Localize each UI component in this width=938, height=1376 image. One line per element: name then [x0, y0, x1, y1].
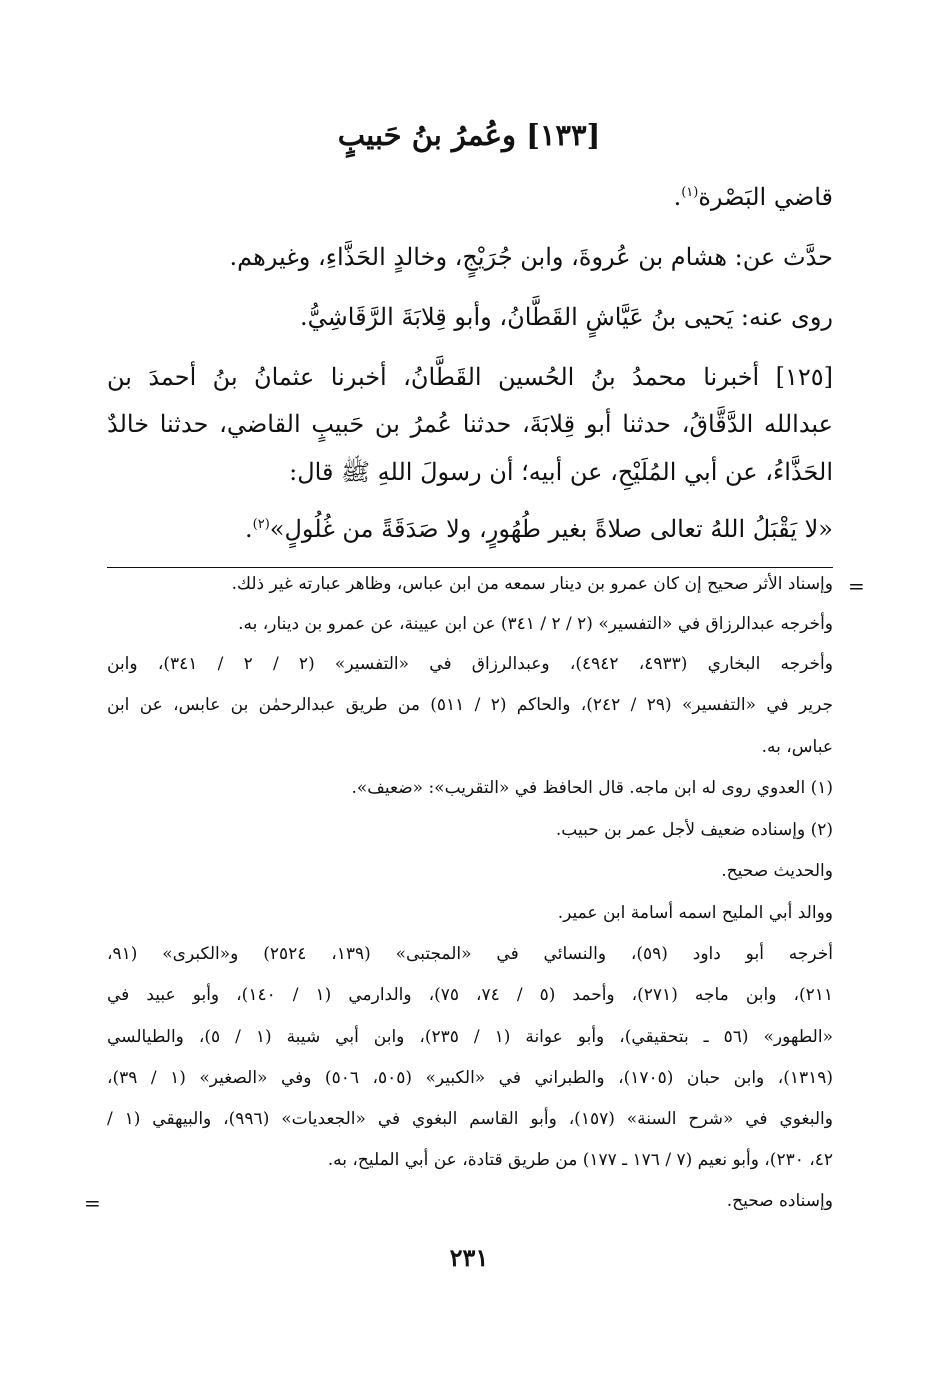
- footnote-2: (٢) وإسناده ضعيف لأجل عمر بن حبيب.: [555, 820, 833, 840]
- hadith-isnad-line-2: عبدالله الدَّقَّاقُ، حدثنا أبو قِلابَةَ، حدثنا عُمرُ بن حَبيبٍ القاضي، حدثنا خالدٌ: [107, 410, 833, 438]
- page-number: ٢٣١: [449, 1243, 489, 1272]
- continuation-mark-bottom: =: [84, 1191, 101, 1215]
- hadith-matn-end: .: [244, 515, 253, 543]
- hadith-matn: [245, 515, 833, 543]
- entry-heading: [١٣٣] وعُمرُ بنُ حَبيبٍ: [337, 118, 601, 152]
- footnote-line: ٢١١)، وابن ماجه (٢٧١)، وأحمد (٥ / ٧٤، ٧٥)، والدارمي (١ / ١٤٠)، وأبو عبيد في: [107, 985, 833, 1005]
- footnote-line: والبغوي في «شرح السنة» (١٥٧)، وأبو القاسم البغوي في «الجعديات» (٩٩٦)، والبيهقي (١ /: [107, 1109, 833, 1129]
- footnote-separator: [107, 567, 833, 568]
- footnote-line: أخرجه أبو داود (٥٩)، والنسائي في «المجتبى» (١٣٩، ٢٥٢٤) و«الكبرى» (٩١،: [107, 944, 834, 964]
- footnote-line: وإسناده صحيح.: [726, 1191, 833, 1211]
- footnote-line: وأخرجه البخاري (٤٩٣٣، ٤٩٤٢)، وعبدالرزاق في «التفسير» (٢ / ٢ / ٣٤١)، وابن: [107, 654, 833, 674]
- footnote-line: وأخرجه عبدالرزاق في «التفسير» (٢ / ٢ / ٣٤١) عن ابن عيينة، عن عمرو بن دينار، به.: [238, 614, 833, 634]
- entry-description-end: .: [673, 183, 682, 211]
- footnote-line: (١٣١٩)، وابن حبان (١٧٠٥)، والطبراني في «الكبير» (٥٠٥، ٥٠٦) وفي «الصغير» (١ / ٣٩)،: [107, 1068, 834, 1088]
- footnote-line: عباس، به.: [761, 737, 833, 757]
- footnote-line: ٤٢، ٢٣٠)، وأبو نعيم (٧ / ١٧٦ ـ ١٧٧) من طريق قتادة، عن أبي المليح، به.: [327, 1150, 833, 1170]
- hadith-matn-text: «لا يَقْبَلُ اللهُ تعالى صلاةً بغير طُهُورٍ، ولا صَدَقَةً من غُلُولٍ»: [269, 515, 833, 543]
- hadith-isnad-line-3: الحَذَّاءُ، عن أبي المُلَيْحِ، عن أبيه؛ أن رسولَ اللهِ ﷺ قال:: [289, 458, 833, 486]
- footnote-ref-1: (١): [681, 185, 699, 200]
- continuation-mark-top: =: [848, 574, 865, 598]
- hadith-isnad-line-1: [١٢٥] أخبرنا محمدُ بنُ الحُسين القَطَّانُ، أخبرنا عثمانُ بنُ أحمدَ بن: [107, 363, 833, 391]
- footnote-1: (١) العدوي روى له ابن ماجه. قال الحافظ في «التقريب»: «ضعيف».: [351, 778, 833, 798]
- entry-description: [674, 183, 833, 211]
- footnote-line: وإسناد الأثر صحيح إن كان عمرو بن دينار سمعه من ابن عباس، وظاهر عبارته غير ذلك.: [231, 574, 833, 594]
- footnote-ref-2: (٢): [252, 517, 270, 532]
- narrators-from-him-line: روى عنه: يَحيى بنُ عَيَّاشٍ القَطَّانُ، وأبو قِلابَةَ الرَّقَاشِيُّ.: [300, 303, 833, 331]
- footnote-line: والحديث صحيح.: [721, 861, 833, 881]
- footnote-line: جرير في «التفسير» (٢٩ / ٢٤٢)، والحاكم (٢ / ٥١١) من طريق عبدالرحمٰن بن عابس، عن ابن: [107, 695, 833, 715]
- entry-description-text: قاضي البَصْرة: [698, 183, 833, 211]
- footnote-line: «الطهور» (٥٦ ـ بتحقيقي)، وأبو عوانة (١ / ٢٣٥)، وابن أبي شيبة (١ / ٥)، والطيالسي: [107, 1027, 833, 1047]
- narrated-from-line: حدَّث عن: هشام بن عُروةَ، وابن جُرَيْجٍ، وخالدٍ الحَذَّاءِ، وغيرهم.: [229, 243, 833, 271]
- footnote-line: ووالد أبي المليح اسمه أسامة ابن عمير.: [557, 903, 833, 923]
